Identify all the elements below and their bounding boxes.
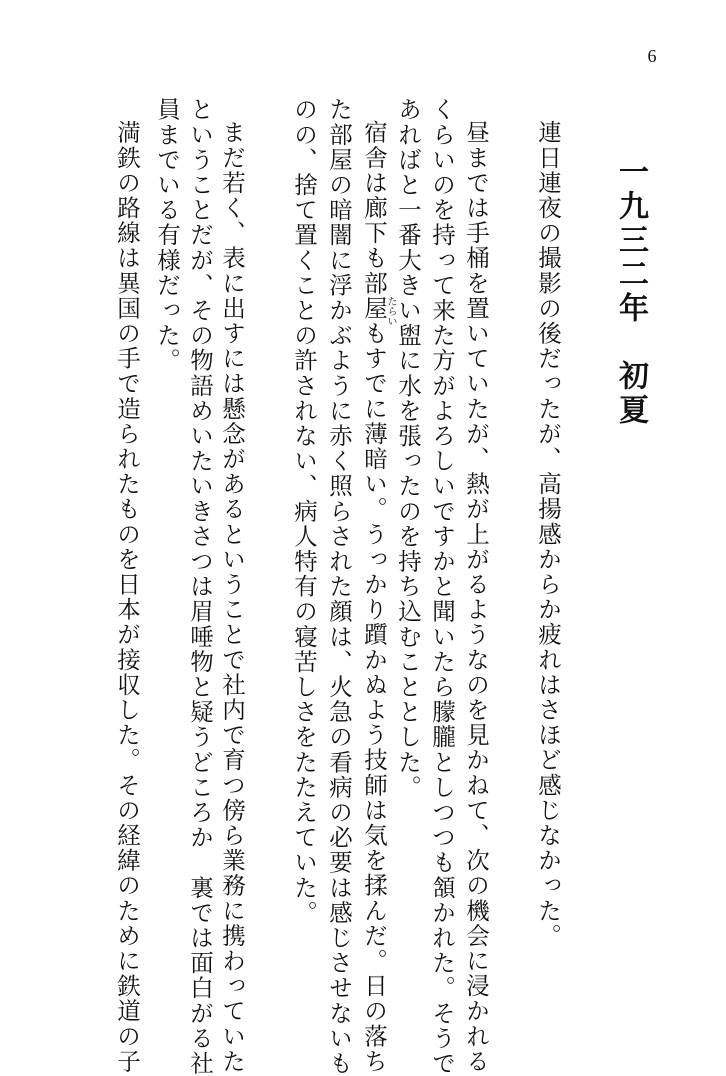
text-line-8: まだ若く、表に出すには懸念があるということで社内で育つ傍ら業務に携わっていた [218,120,246,1074]
text-line-2: 昼までは手桶を置いていたが、熱が上がるようなのを見かねて、次の機会に浸かれる [462,120,490,1074]
text-line-9: ということだが、その物語めいたいきさつは眉唾物と疑うどころか 裏では面白がる社 [186,97,214,1076]
page-number: 6 [647,46,657,66]
text-line-7: のの、捨て置くことの許されない、病人特有の寝苦しさをたたえていた。 [290,97,318,926]
text-line-11: 満鉄の路線は異国の手で造られたものを日本が接収した。その経緯のために鉄道の子 [113,120,141,1074]
text-line-5: 宿舎は廊下も部屋もすでに薄暗い。うっかり躓かぬよう技師は気を揉んだ。日の落ち [360,120,388,1074]
text-line-10: 員までいる有様だった。 [153,97,181,374]
text-line-3: くらいのを持って来た方がよろしいですかと聞いたら朦朧としつつも頷かれた。そうで [428,97,456,1076]
text-line-4: あればと一番大きい盥に水を張ったのを持ち込むこととした。 [394,97,422,800]
text-line-6: た部屋の暗闇に浮かぶように赤く照らされた顔は、火急の看病の必要は感じさせないも [325,97,353,1076]
text-line-1: 連日連夜の撮影の後だったが、高揚感からか疲れはさほど感じなかった。 [534,120,562,949]
chapter-title: 一九三二年 初夏 [613,156,648,428]
ruby-reading: たらい [385,296,396,326]
